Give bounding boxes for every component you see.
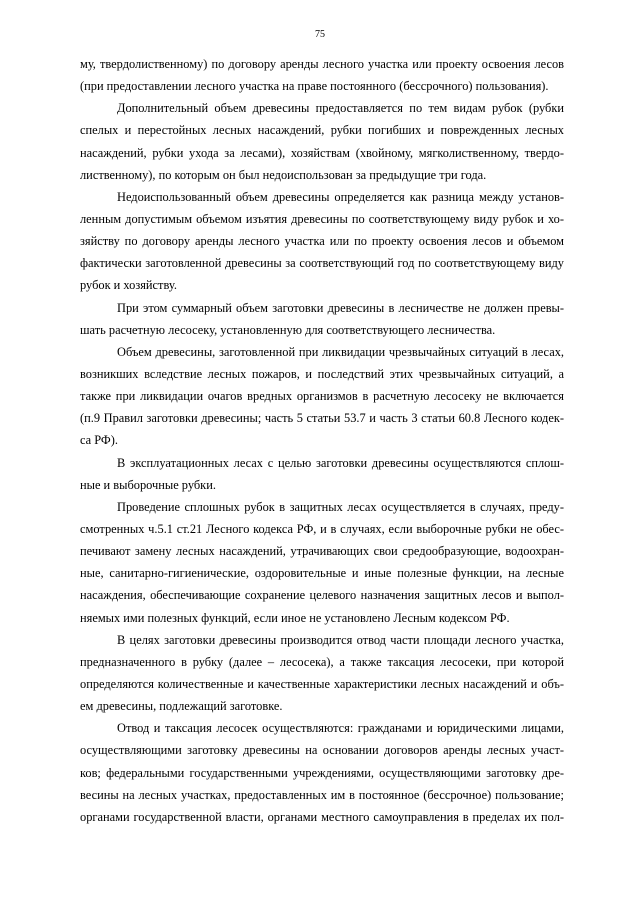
text-line: фактически заготовленной древесины за соответствующий год по соответствующему виду (80, 256, 564, 271)
text-line: также при ликвидации очагов вредных организмов в расчетную лесосеку не включается (80, 389, 564, 404)
text-line: В целях заготовки древесины производится отвод части площади лесного участка, (117, 632, 564, 647)
text-line: ем древесины, подлежащий заготовке. (80, 699, 283, 714)
text-line: насаждений, рубки ухода за лесами), хозяйствам (хвойному, мягколиственному, твердо- (80, 145, 564, 160)
text-line: насаждения, обеспечивающие сохранение целевого назначения защитных лесов и выпол- (80, 588, 564, 603)
text-line: Объем древесины, заготовленной при ликвидации чрезвычайных ситуаций в лесах, (117, 344, 564, 359)
paragraph (80, 53, 564, 97)
paragraph (80, 341, 564, 452)
text-line: лиственному), по которым он был недоиспользован за предыдущие три года. (80, 167, 487, 182)
text-line: весины на лесных участках, предоставленных им в постоянное (бессрочное) пользование; (80, 787, 564, 802)
text-line: са РФ). (80, 433, 118, 448)
document-body (80, 53, 564, 828)
text-line: органами государственной власти, органами местного самоуправления в пределах их пол- (80, 809, 564, 824)
text-line: Дополнительный объем древесины предоставляется по тем видам рубок (рубки (117, 101, 564, 116)
text-line: В эксплуатационных лесах с целью заготовки древесины осуществляются сплош- (117, 455, 564, 470)
text-line: Проведение сплошных рубок в защитных лесах осуществляется в случаях, преду- (117, 499, 564, 514)
paragraph (80, 186, 564, 297)
text-line: (п.9 Правил заготовки древесины; часть 5 статьи 53.7 и часть 3 статьи 60.8 Лесного кодек- (80, 411, 564, 426)
text-line: осуществляющими заготовку древесины на основании договоров аренды лесных участ- (80, 743, 564, 758)
text-line: ков; федеральными государственными учреждениями, осуществляющими заготовку дре- (80, 765, 564, 780)
text-line: Отвод и таксация лесосек осуществляются: гражданами и юридическими лицами, (117, 721, 564, 736)
paragraph (80, 452, 564, 496)
paragraph (80, 629, 564, 718)
text-line: рубок и хозяйству. (80, 278, 177, 293)
text-line: му, твердолиственному) по договору аренды лесного участка или проекту освоения лесов (80, 57, 564, 71)
paragraph (80, 496, 564, 629)
text-line: няемых ими полезных функций, если иное не установлено Лесным кодексом РФ. (80, 610, 510, 625)
text-line: Недоиспользованный объем древесины определяется как разница между установ- (117, 189, 564, 204)
page-number: 75 (315, 29, 325, 40)
text-line: зяйству по договору аренды лесного участка или по проекту освоения лесов и объемом (80, 234, 564, 249)
text-line: ленным допустимым объемом изъятия древесины по соответствующему виду рубок и хо- (80, 211, 564, 226)
paragraph (80, 717, 564, 828)
text-line: (при предоставлении лесного участка на праве постоянного (бессрочного) пользования). (80, 79, 549, 94)
text-line: ные и выборочные рубки. (80, 477, 216, 492)
paragraph (80, 97, 564, 186)
paragraph (80, 297, 564, 341)
text-line: возникших вследствие лесных пожаров, и последствий этих чрезвычайных ситуаций, а (80, 366, 564, 381)
text-line: печивают замену лесных насаждений, утрачивающих свои средообразующие, водоохран- (80, 544, 564, 559)
text-line: ные, санитарно-гигиенические, оздоровительные и иные полезные функции, на лесные (80, 566, 564, 581)
text-line: предназначенного в рубку (далее – лесосека), а также таксация лесосеки, при которой (80, 654, 564, 669)
text-line: спелых и перестойных лесных насаждений, рубки погибших и поврежденных лесных (80, 123, 564, 138)
text-line: определяются количественные и качественные характеристики лесных насаждений и объ- (80, 676, 564, 691)
text-line: шать расчетную лесосеку, установленную для соответствующего лесничества. (80, 322, 496, 337)
text-line: смотренных ч.5.1 ст.21 Лесного кодекса РФ, и в случаях, если выборочные рубки не обес- (80, 521, 564, 536)
text-line: При этом суммарный объем заготовки древесины в лесничестве не должен превы- (117, 300, 564, 315)
